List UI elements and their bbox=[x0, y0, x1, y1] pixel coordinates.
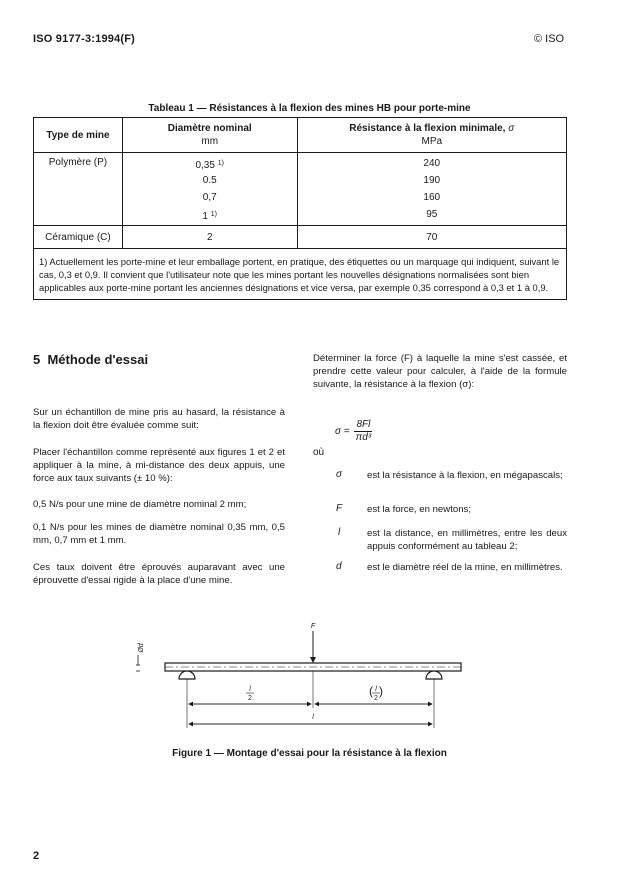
half-left-num: l bbox=[249, 686, 251, 693]
var-symbol: F bbox=[336, 503, 343, 514]
page-number: 2 bbox=[33, 850, 40, 862]
left-paragraph: 0,1 N/s pour les mines de diamètre nominal 0,35 mm, 0,5 mm, 0,7 mm et 1 mm. bbox=[33, 522, 285, 546]
where-label: où bbox=[313, 447, 325, 458]
force-label: F bbox=[310, 623, 316, 630]
copyright: © ISO bbox=[534, 33, 565, 45]
table-row bbox=[34, 226, 567, 249]
table-row bbox=[34, 153, 567, 226]
var-symbol: d bbox=[336, 561, 342, 572]
right-support-icon bbox=[426, 671, 442, 679]
half-left-den: 2 bbox=[248, 695, 252, 702]
row-value: 70 bbox=[297, 226, 566, 249]
figure-1-diagram bbox=[0, 615, 619, 740]
half-right-num: l bbox=[375, 686, 377, 693]
row-type-ceramique: Céramique (C) bbox=[34, 226, 123, 249]
figure-caption: Figure 1 — Montage d'essai pour la résistance à la flexion bbox=[172, 748, 447, 759]
paren-right: ) bbox=[379, 684, 383, 698]
var-desc: est la force, en newtons; bbox=[367, 504, 471, 515]
row-type-polymere: Polymère (P) bbox=[34, 153, 123, 226]
left-paragraph: 0,5 N/s pour une mine de diamètre nominal 2 mm; bbox=[33, 499, 247, 510]
section-title: 5 Méthode d'essai bbox=[33, 352, 149, 367]
table-footnote: 1) Actuellement les porte-mine et leur emballage portent, en pratique, des étiquettes ou un marquage qui indiquent, suivant le cas, 0,3 et 0,9. Il convient que l'utilisateur note que les mines portant les nouvelles désignations normalisées sont bien applicables aux porte-mine portant les anciennes désignations et vice versa, par exemple 0,35 correspond à 0,3 et 1 à 0,9. bbox=[34, 249, 567, 300]
row-diameters: 0,35 $^{1)}$ 0.5 0,7 1 $^{1)}$ bbox=[122, 153, 297, 226]
var-desc: est la distance, en millimètres, entre les deux appuis conformément au tableau 2; bbox=[367, 528, 567, 552]
table-header-row bbox=[34, 118, 567, 153]
col-header-type: Type de mine bbox=[34, 118, 123, 153]
left-support-icon bbox=[179, 671, 195, 679]
var-symbol: l bbox=[338, 527, 341, 538]
resistance-table bbox=[33, 117, 567, 300]
formula: σ = $\frac{8Fl}{\text{πd³}}$ bbox=[335, 419, 372, 443]
var-desc: est la résistance à la flexion, en mégapascals; bbox=[367, 470, 563, 481]
full-length-label: l bbox=[312, 714, 314, 721]
paren-left: ( bbox=[369, 684, 373, 698]
table-footnote-row bbox=[34, 249, 567, 300]
col-header-diameter: Diamètre nominal mm bbox=[122, 118, 297, 153]
right-intro: Déterminer la force (F) à laquelle la mine s'est cassée, et prendre cette valeur pour calculer, à l'aide de la formule suivante, la résistance à la flexion (σ): bbox=[313, 353, 567, 390]
left-paragraph: Sur un échantillon de mine pris au hasard, la résistance à la flexion doit être évaluée comme suit: bbox=[33, 407, 285, 431]
row-values: 240 190 160 95 bbox=[297, 153, 566, 226]
var-desc: est le diamètre réel de la mine, en millimètres. bbox=[367, 562, 563, 573]
row-diameter: 2 bbox=[122, 226, 297, 249]
half-right-den: 2 bbox=[374, 695, 378, 702]
col-header-resistance: Résistance à la flexion minimale, σ MPa bbox=[297, 118, 566, 153]
left-paragraph: Placer l'échantillon comme représenté aux figures 1 et 2 et appliquer à la mine, à mi-distance des deux appuis, une force aux taux suivants (± 10 %): bbox=[33, 447, 285, 484]
standard-id: ISO 9177-3:1994(F) bbox=[33, 33, 136, 45]
table-title: Tableau 1 — Résistances à la flexion des mines HB pour porte-mine bbox=[148, 103, 471, 114]
left-paragraph: Ces taux doivent être éprouvés auparavant avec une éprouvette d'essai rigide à la place d'une mine. bbox=[33, 562, 285, 586]
diameter-label: Ød bbox=[138, 643, 145, 653]
var-symbol: σ bbox=[336, 469, 343, 480]
